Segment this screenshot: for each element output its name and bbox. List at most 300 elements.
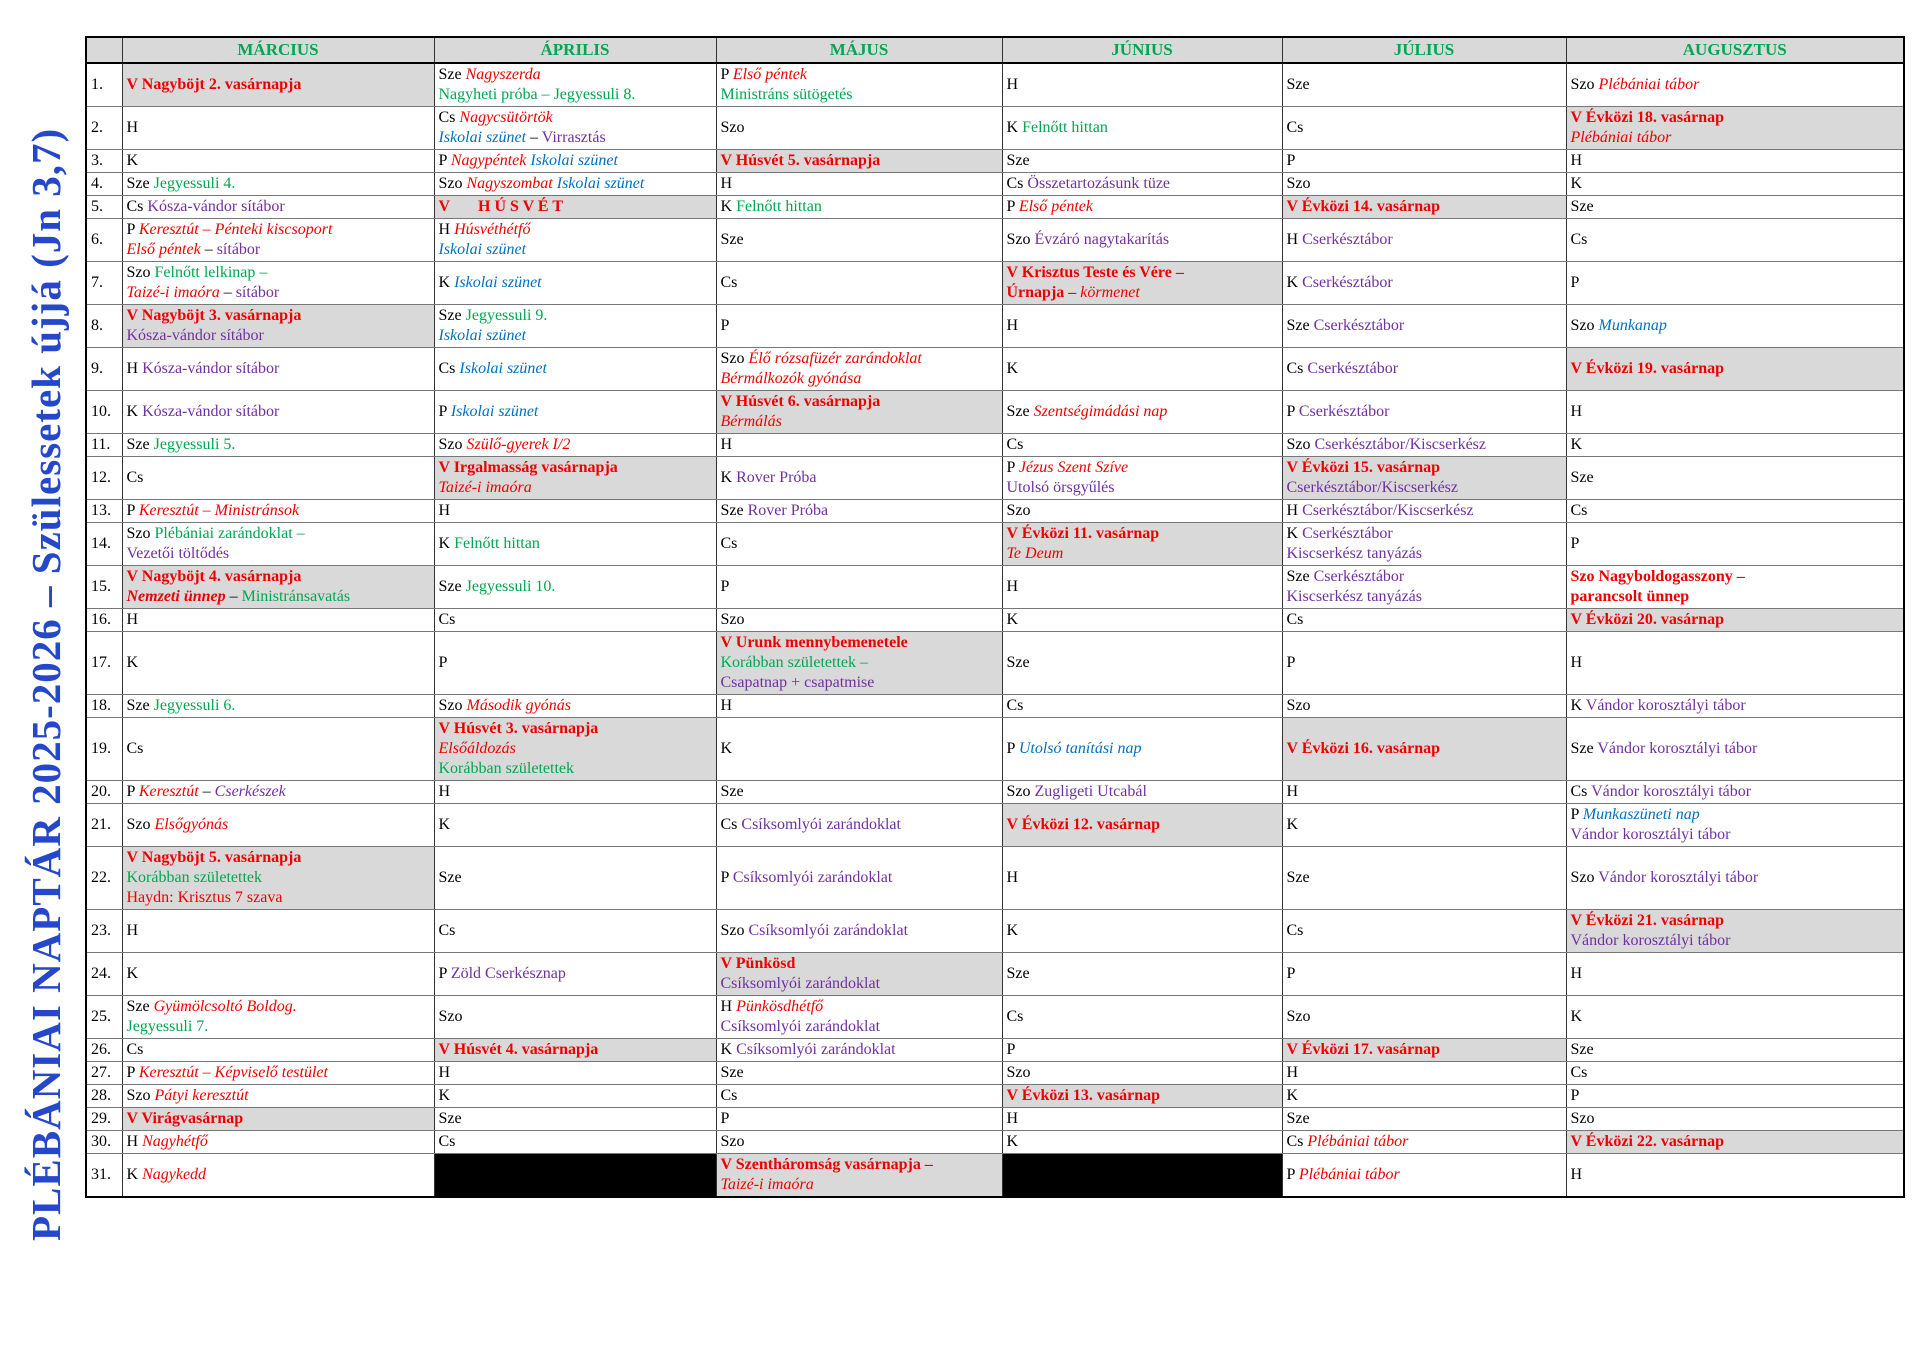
event-line: P [720,317,730,334]
event-line: Cs [1006,697,1024,714]
event-line: P [1570,535,1580,552]
day-number: 11. [86,434,122,457]
day-cell [1566,1154,1904,1198]
sunday-cell [716,391,1002,434]
day-cell [1282,1154,1566,1198]
day-cell [1282,262,1566,305]
sunday-cell [1002,523,1282,566]
day-cell [1002,910,1282,953]
day-number: 24. [86,953,122,996]
event-line: H [126,119,139,136]
event-line: Sze Cserkésztábor [1286,568,1405,585]
event-line: Szo Szülő-gyerek I/2 [438,436,571,453]
day-cell [122,1062,434,1085]
event-line: P Keresztút – Képviselő testület [126,1064,328,1081]
day-cell [716,1131,1002,1154]
day-cell [122,348,434,391]
event-line: K [1006,611,1019,628]
day-cell [1566,1108,1904,1131]
day-cell [434,1085,716,1108]
event-line: K Kósza-vándor sítábor [126,403,280,420]
day-cell [1282,63,1566,107]
calendar-row [86,523,1904,566]
event-line: K [1570,1008,1583,1025]
calendar-row [86,196,1904,219]
day-cell [434,804,716,847]
day-cell [434,566,716,609]
day-cell [122,1085,434,1108]
day-cell [1002,173,1282,196]
day-number: 13. [86,500,122,523]
calendar-row [86,953,1904,996]
event-line: Te Deum [1006,545,1064,562]
day-cell [122,804,434,847]
day-cell [1002,457,1282,500]
event-line: Sze Vándor korosztályi tábor [1570,740,1758,757]
day-cell [434,695,716,718]
day-number: 21. [86,804,122,847]
day-cell [716,996,1002,1039]
event-line: Ministráns sütögetés [720,86,853,103]
day-cell [122,695,434,718]
day-cell [1002,847,1282,910]
day-number: 22. [86,847,122,910]
event-line: Szo Pátyi keresztút [126,1087,249,1104]
event-line: Sze [1286,76,1310,93]
day-cell [1282,500,1566,523]
event-line: V Nagyböjt 4. vasárnapja [126,568,302,585]
event-line: Sze Jegyessuli 5. [126,436,236,453]
day-cell [716,305,1002,348]
event-line: H [1570,403,1583,420]
sunday-cell [716,632,1002,695]
event-line: Cs Összetartozásunk tüze [1006,175,1171,192]
event-line: H [438,783,451,800]
event-line: H [1006,76,1019,93]
day-cell [434,910,716,953]
event-line: V Évközi 15. vasárnap [1286,459,1441,476]
event-line: Sze [1006,965,1030,982]
event-line: V Húsvét 5. vasárnapja [720,152,881,169]
day-cell [1002,348,1282,391]
event-line: Cs Plébániai tábor [1286,1133,1409,1150]
calendar-row [86,718,1904,781]
event-line: V H Ú S V É T [438,198,563,215]
sunday-cell [1566,348,1904,391]
event-line: K Cserkésztábor [1286,525,1393,542]
sunday-cell [1282,718,1566,781]
day-cell [434,391,716,434]
event-line: Korábban születettek – [720,654,868,671]
sunday-cell [1002,262,1282,305]
event-line: K [720,740,733,757]
sunday-cell [716,953,1002,996]
corner-cell [86,37,122,63]
month-header-marcius: MÁRCIUS [122,37,434,63]
sunday-cell [434,1039,716,1062]
event-line: Kiscserkész tanyázás [1286,545,1422,562]
event-line: Szo [1006,1064,1031,1081]
event-line: Úrnapja – körmenet [1006,284,1140,301]
event-line: K [438,1087,451,1104]
event-line: V Húsvét 6. vasárnapja [720,393,881,410]
event-line: Szo Nagyboldogasszony – [1570,568,1745,585]
event-line: V Évközi 13. vasárnap [1006,1087,1161,1104]
day-cell [122,996,434,1039]
day-cell [434,107,716,150]
sunday-cell [716,1154,1002,1198]
day-cell [716,457,1002,500]
calendar-row [86,996,1904,1039]
event-line: H Nagyhétfő [126,1133,208,1150]
day-cell [1282,523,1566,566]
event-line: Cs [720,1087,738,1104]
event-line: K [1006,1133,1019,1150]
event-line: Szo [1286,697,1311,714]
event-line: P Jézus Szent Szíve [1006,459,1129,476]
day-cell [1566,500,1904,523]
event-line: V Húsvét 3. vasárnapja [438,720,599,737]
event-line: Szo Vándor korosztályi tábor [1570,869,1759,886]
calendar-row [86,1131,1904,1154]
sunday-cell [1282,1039,1566,1062]
day-cell [434,434,716,457]
month-header-julius: JÚLIUS [1282,37,1566,63]
day-cell [434,173,716,196]
day-cell [716,804,1002,847]
day-cell [1002,632,1282,695]
event-line: Szo [1006,502,1031,519]
event-line: Szo Nagyszombat Iskolai szünet [438,175,645,192]
day-number: 31. [86,1154,122,1198]
day-number: 5. [86,196,122,219]
day-number: 23. [86,910,122,953]
day-cell [1566,695,1904,718]
day-number: 6. [86,219,122,262]
event-line: V Irgalmasság vasárnapja [438,459,618,476]
event-line: V Évközi 14. vasárnap [1286,198,1441,215]
month-header-aprilis: ÁPRILIS [434,37,716,63]
day-cell [1002,609,1282,632]
calendar-row [86,1039,1904,1062]
event-line: K Felnőtt hittan [1006,119,1108,136]
event-line: Szo Második gyónás [438,697,571,714]
day-cell [716,847,1002,910]
day-cell [716,434,1002,457]
day-cell [1002,219,1282,262]
event-line: Sze [1286,869,1310,886]
event-line: Sze Jegyessuli 4. [126,175,236,192]
day-cell [716,1039,1002,1062]
event-line: K [126,654,139,671]
sunday-cell [434,196,716,219]
event-line: Cs [126,1041,144,1058]
event-line: P Munkaszüneti nap [1570,806,1700,823]
day-cell [434,781,716,804]
day-cell [716,718,1002,781]
day-cell [1566,457,1904,500]
event-line: H [1006,869,1019,886]
event-line: P [1286,654,1296,671]
event-line: H [1006,317,1019,334]
calendar-table [85,36,1905,1198]
day-cell [716,523,1002,566]
event-line: Csíksomlyói zarándoklat [720,975,881,992]
event-line: Nemzeti ünnep – Ministránsavatás [126,588,351,605]
calendar-row [86,781,1904,804]
event-line: Cs [1006,436,1024,453]
month-header-augusztus: AUGUSZTUS [1566,37,1904,63]
event-line: Szo [720,611,745,628]
event-line: Taizé-i imaóra [720,1176,814,1193]
day-cell [1282,847,1566,910]
event-line: V Nagyböjt 3. vasárnapja [126,307,302,324]
calendar-row [86,847,1904,910]
day-number: 25. [86,996,122,1039]
day-number: 28. [86,1085,122,1108]
day-cell [1566,173,1904,196]
day-cell [122,718,434,781]
event-line: Sze Szentségimádási nap [1006,403,1168,420]
day-cell [122,1039,434,1062]
event-line: Sze [1570,198,1594,215]
day-number: 26. [86,1039,122,1062]
event-line: Sze [1286,1110,1310,1127]
event-line: H Kósza-vándor sítábor [126,360,280,377]
event-line: H [1570,654,1583,671]
day-number: 29. [86,1108,122,1131]
day-cell [716,910,1002,953]
event-line: V Évközi 19. vasárnap [1570,360,1725,377]
event-line: H [438,1064,451,1081]
event-line: H [1006,578,1019,595]
event-line: Sze [1570,1041,1594,1058]
day-cell [122,219,434,262]
event-line: Sze [720,783,744,800]
day-cell [1566,262,1904,305]
day-number: 2. [86,107,122,150]
event-line: K Rover Próba [720,469,817,486]
blackout-cell [1002,1154,1282,1198]
day-cell [122,1154,434,1198]
day-number: 19. [86,718,122,781]
event-line: K Csíksomlyói zarándoklat [720,1041,896,1058]
day-cell [1282,1085,1566,1108]
event-line: Szo Élő rózsafüzér zarándoklat [720,350,922,367]
day-cell [434,63,716,107]
event-line: K Iskolai szünet [438,274,542,291]
day-number: 15. [86,566,122,609]
day-cell [1002,781,1282,804]
day-cell [716,1085,1002,1108]
event-line: H [126,611,139,628]
event-line: Sze Jegyessuli 10. [438,578,556,595]
event-line: Szo Csíksomlyói zarándoklat [720,922,909,939]
day-cell [1002,1039,1282,1062]
event-line: Szo [720,1133,745,1150]
day-cell [122,609,434,632]
event-line: Vezetői töltődés [126,545,230,562]
event-line: P [1570,1087,1580,1104]
event-line: K [126,152,139,169]
event-line: H [1570,1166,1583,1183]
day-cell [716,609,1002,632]
day-cell [122,107,434,150]
calendar-row [86,173,1904,196]
event-line: K Vándor korosztályi tábor [1570,697,1746,714]
event-line: H Cserkésztábor [1286,231,1393,248]
event-line: P [720,578,730,595]
calendar-row [86,262,1904,305]
event-line: P Utolsó tanítási nap [1006,740,1142,757]
event-line: P [1570,274,1580,291]
day-cell [434,996,716,1039]
event-line: V Évközi 21. vasárnap [1570,912,1725,929]
day-cell [122,781,434,804]
day-cell [716,219,1002,262]
day-number: 7. [86,262,122,305]
calendar-row [86,1154,1904,1198]
day-cell [1282,150,1566,173]
day-cell [434,262,716,305]
day-cell [1566,305,1904,348]
event-line: P Zöld Cserkésznap [438,965,566,982]
event-line: Nagyheti próba – Jegyessuli 8. [438,86,636,103]
day-number: 3. [86,150,122,173]
event-line: Szo Elsőgyónás [126,816,229,833]
day-cell [1566,219,1904,262]
event-line: Sze Rover Próba [720,502,829,519]
day-number: 30. [86,1131,122,1154]
day-cell [716,262,1002,305]
day-cell [434,1062,716,1085]
day-cell [122,457,434,500]
event-line: Első péntek – sítábor [126,241,261,258]
day-cell [1566,1062,1904,1085]
event-line: V Nagyböjt 5. vasárnapja [126,849,302,866]
event-line: H [720,697,733,714]
event-line: Utolsó örsgyűlés [1006,479,1115,496]
calendar-row [86,1085,1904,1108]
day-cell [716,781,1002,804]
day-cell [1566,150,1904,173]
day-cell [1566,718,1904,781]
event-line: V Évközi 22. vasárnap [1570,1133,1725,1150]
day-cell [1566,391,1904,434]
day-cell [1002,1108,1282,1131]
day-cell [1566,781,1904,804]
sunday-cell [122,305,434,348]
sunday-cell [1566,910,1904,953]
calendar-row [86,219,1904,262]
calendar-row [86,150,1904,173]
event-line: Cs [1570,502,1588,519]
day-number: 8. [86,305,122,348]
event-line: Kósza-vándor sítábor [126,327,264,344]
event-line: K [1286,816,1299,833]
day-number: 16. [86,609,122,632]
event-line: Vándor korosztályi tábor [1570,932,1731,949]
day-cell [716,566,1002,609]
day-cell [1566,1085,1904,1108]
sunday-cell [122,1108,434,1131]
day-cell [1002,695,1282,718]
day-cell [1566,804,1904,847]
event-line: H [438,502,451,519]
day-cell [1566,1039,1904,1062]
day-cell [122,632,434,695]
day-cell [434,847,716,910]
event-line: Plébániai tábor [1570,129,1672,146]
event-line: P Keresztút – Ministránsok [126,502,300,519]
event-line: K [1286,1087,1299,1104]
blackout-cell [434,1154,716,1198]
event-line: K [1006,360,1019,377]
day-cell [1282,695,1566,718]
event-line: Sze [438,869,462,886]
event-line: Korábban születettek [126,869,262,886]
day-cell [434,1108,716,1131]
day-cell [716,695,1002,718]
event-line: Cs [720,274,738,291]
month-header-majus: MÁJUS [716,37,1002,63]
event-line: P [438,654,448,671]
day-number: 10. [86,391,122,434]
event-line: V Pünkösd [720,955,796,972]
event-line: V Húsvét 4. vasárnapja [438,1041,599,1058]
event-line: Sze [1006,654,1030,671]
event-line: Cs [438,611,456,628]
day-cell [1002,63,1282,107]
day-number: 12. [86,457,122,500]
event-line: V Évközi 17. vasárnap [1286,1041,1441,1058]
day-cell [434,500,716,523]
event-line: H [1286,783,1299,800]
event-line: P [1286,152,1296,169]
day-cell [716,1108,1002,1131]
event-line: V Évközi 20. vasárnap [1570,611,1725,628]
event-line: Cs Cserkésztábor [1286,360,1399,377]
day-number: 18. [86,695,122,718]
event-line: Sze Jegyessuli 6. [126,697,236,714]
day-cell [1282,1062,1566,1085]
day-number: 27. [86,1062,122,1085]
event-line: H Cserkésztábor/Kiscserkész [1286,502,1474,519]
event-line: Cs Vándor korosztályi tábor [1570,783,1752,800]
day-cell [434,1131,716,1154]
event-line: Iskolai szünet [438,327,527,344]
day-cell [1566,847,1904,910]
event-line: V Krisztus Teste és Vére – [1006,264,1184,281]
day-cell [1002,305,1282,348]
sunday-cell [1002,1085,1282,1108]
event-line: Taizé-i imaóra [438,479,532,496]
sunday-cell [122,63,434,107]
day-cell [1282,107,1566,150]
day-cell [1002,434,1282,457]
event-line: H [126,922,139,939]
event-line: Vándor korosztályi tábor [1570,826,1731,843]
event-line: V Szentháromság vasárnapja – [720,1156,933,1173]
event-line: Cs [1006,1008,1024,1025]
day-cell [716,173,1002,196]
event-line: Szo [1286,175,1311,192]
day-cell [434,150,716,173]
event-line: Iskolai szünet [438,241,527,258]
day-cell [1282,348,1566,391]
sunday-cell [1566,609,1904,632]
day-cell [1002,150,1282,173]
